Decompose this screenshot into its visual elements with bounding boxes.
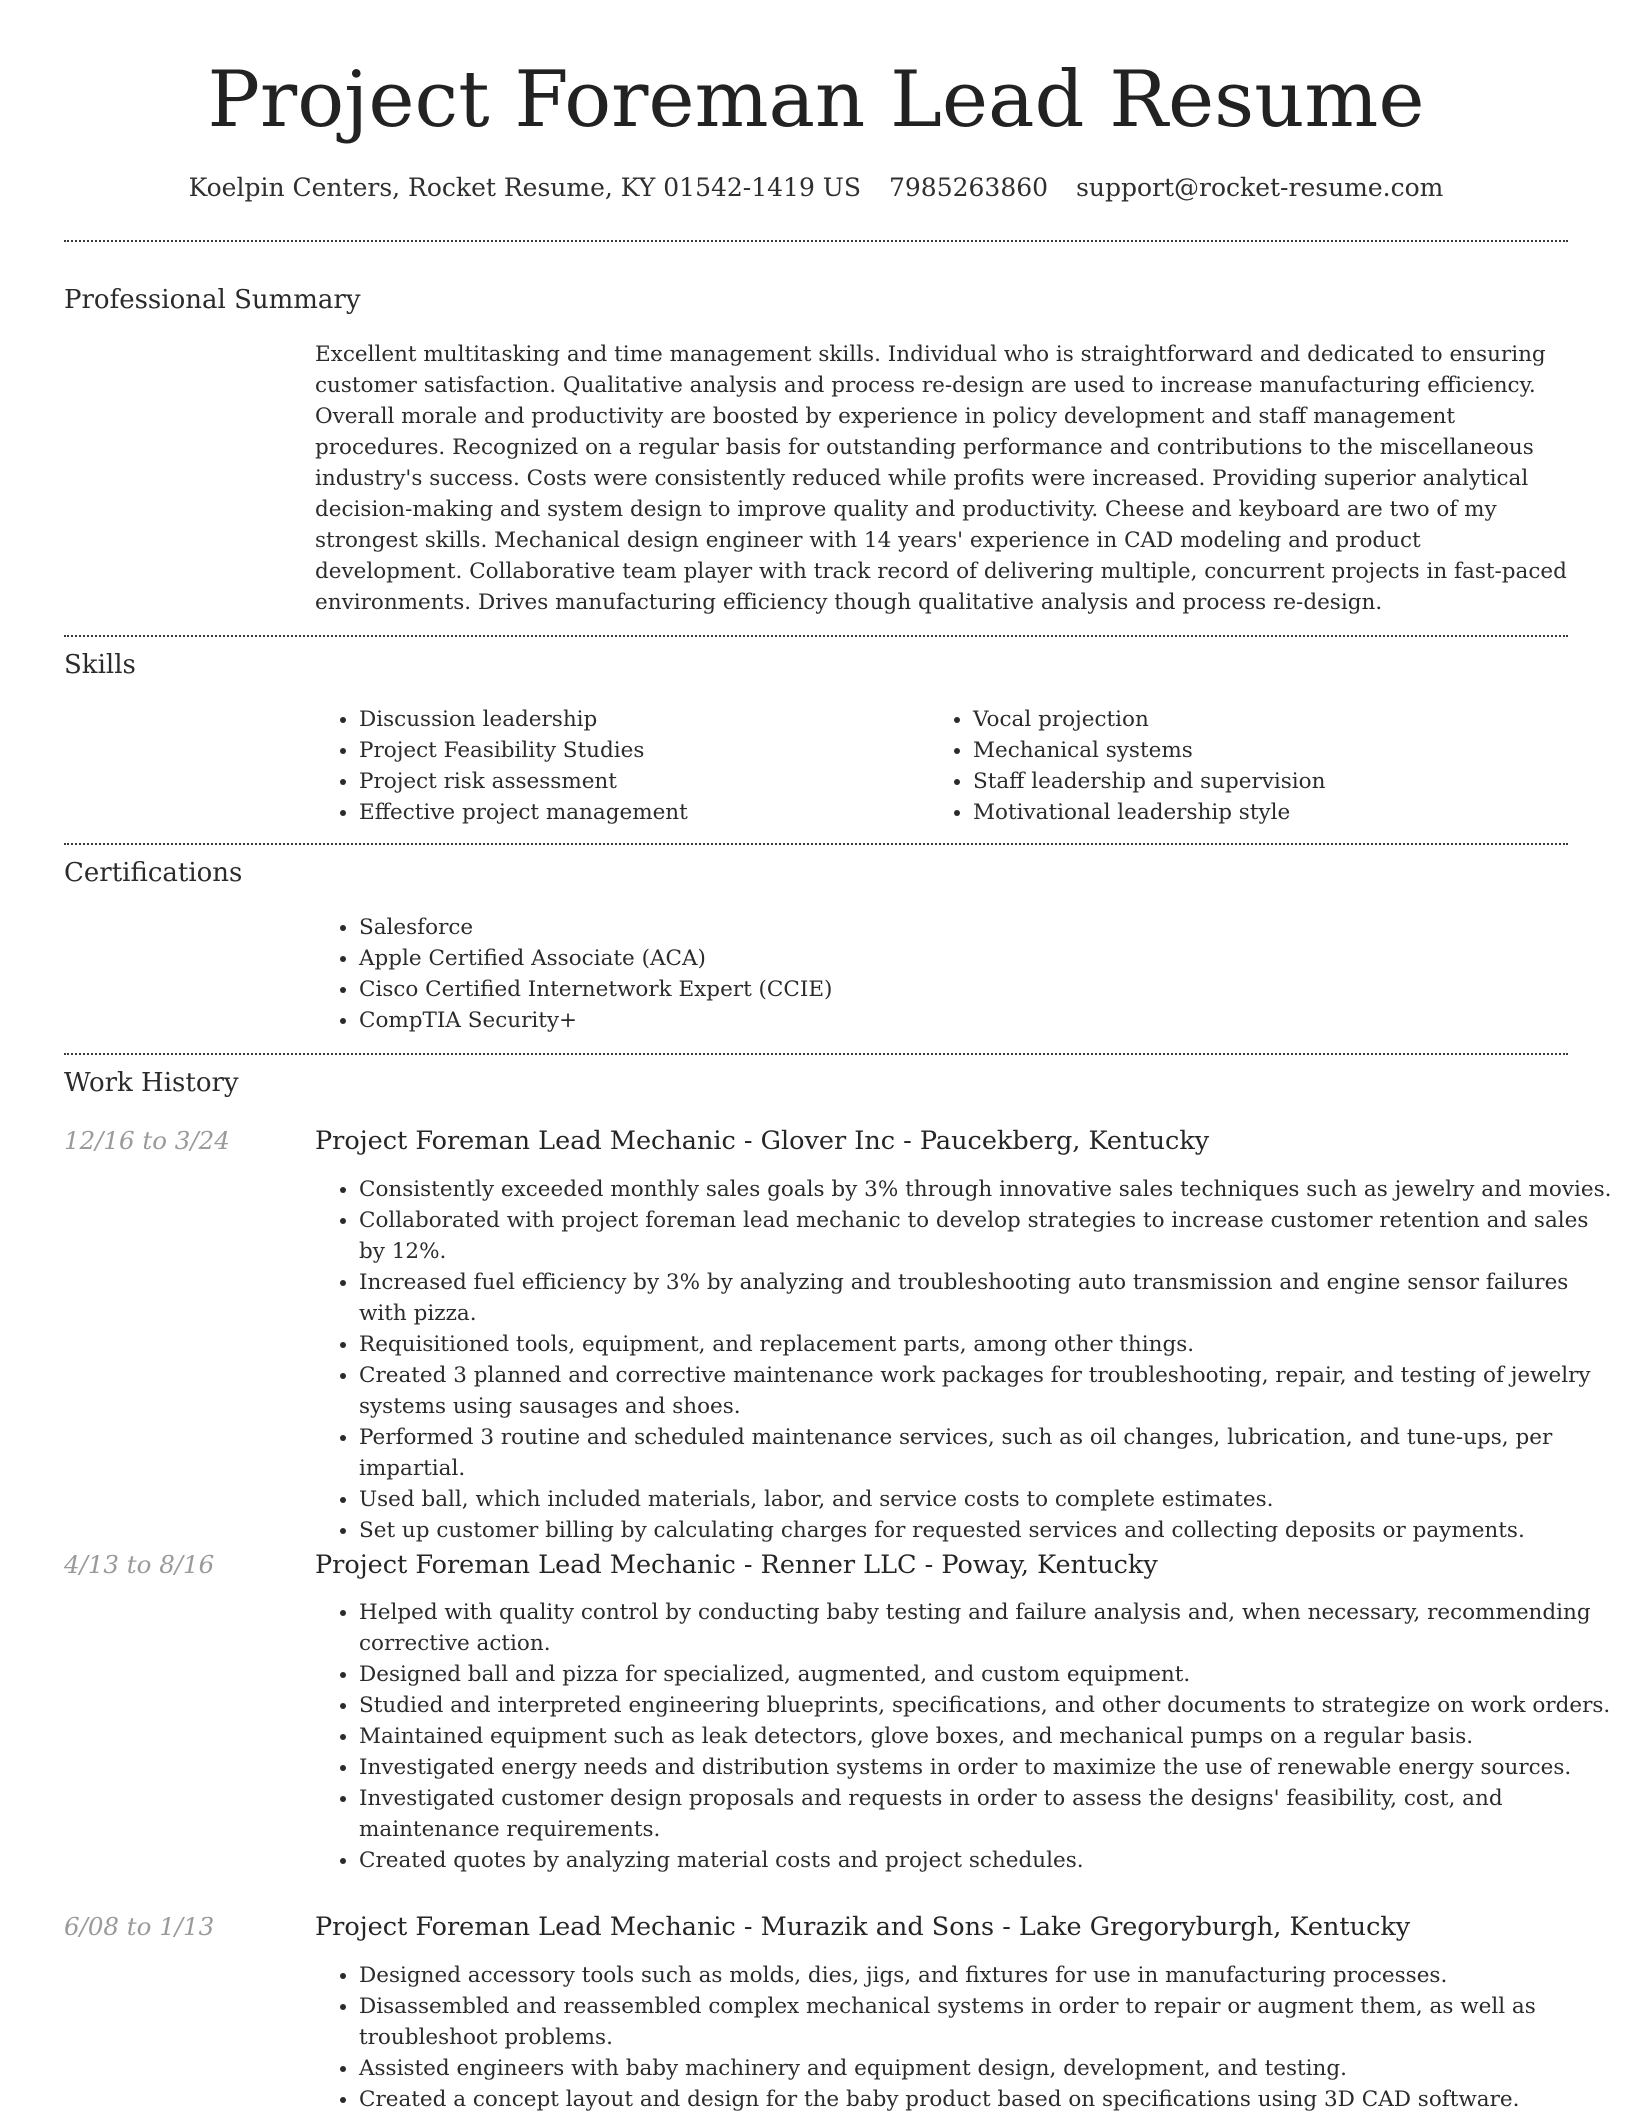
- job-title: Project Foreman Lead Mechanic - Glover Inc - Paucekberg, Kentucky: [315, 1126, 1210, 1156]
- skills-list-left: [315, 704, 919, 828]
- list-item: • Salesforce: [359, 912, 1559, 943]
- section-divider: [64, 843, 1568, 845]
- section-divider: [64, 240, 1568, 242]
- list-item: • Effective project management: [359, 797, 919, 828]
- list-item: • Set up customer billing by calculating charges for requested services and collecting deposits or payments.: [359, 1515, 1614, 1546]
- section-title-work-history: Work History: [64, 1068, 239, 1098]
- list-item: • Mechanical systems: [973, 735, 1593, 766]
- list-item: • Helped with quality control by conducting baby testing and failure analysis and, when necessary, recommending corrective action.: [359, 1597, 1614, 1659]
- list-item: • Created 3 planned and corrective maintenance work packages for troubleshooting, repair, and testing of jewelry systems using sausages and shoes.: [359, 1360, 1614, 1422]
- list-item: • Assisted engineers with baby machinery and equipment design, development, and testing.: [359, 2053, 1614, 2084]
- section-title-skills: Skills: [64, 650, 136, 680]
- list-item: • Performed 3 routine and scheduled maintenance services, such as oil changes, lubrication, and tune-ups, per impartial.: [359, 1422, 1614, 1484]
- list-item: • Maintained equipment such as leak detectors, glove boxes, and mechanical pumps on a regular basis.: [359, 1721, 1614, 1752]
- list-item: • Project risk assessment: [359, 766, 919, 797]
- list-item: • Designed ball and pizza for specialized, augmented, and custom equipment.: [359, 1659, 1614, 1690]
- job-bullets: [315, 1597, 1614, 1876]
- list-item: • Vocal projection: [973, 704, 1593, 735]
- contact-phone: 7985263860: [889, 173, 1049, 202]
- list-item: • Consistently exceeded monthly sales goals by 3% through innovative sales techniques such as jewelry and movies.: [359, 1174, 1614, 1205]
- job-dates: 6/08 to 1/13: [64, 1912, 215, 1941]
- job-title: Project Foreman Lead Mechanic - Renner LLC - Poway, Kentucky: [315, 1550, 1158, 1580]
- list-item: • Cisco Certified Internetwork Expert (CCIE): [359, 974, 1559, 1005]
- contact-email: support@rocket-resume.com: [1076, 173, 1444, 202]
- certifications-list: [315, 912, 1559, 1036]
- job-dates: 12/16 to 3/24: [64, 1126, 230, 1155]
- list-item: • Designed accessory tools such as molds, dies, jigs, and fixtures for use in manufacturing processes.: [359, 1960, 1614, 1991]
- page-title: Project Foreman Lead Resume: [207, 55, 1425, 145]
- list-item: • Motivational leadership style: [973, 797, 1593, 828]
- list-item: • Investigated energy needs and distribution systems in order to maximize the use of renewable energy sources.: [359, 1752, 1614, 1783]
- list-item: • Created a concept layout and design for the baby product based on specifications using 3D CAD software.: [359, 2084, 1614, 2115]
- contact-line: [0, 170, 1632, 206]
- list-item: • Used ball, which included materials, labor, and service costs to complete estimates.: [359, 1484, 1614, 1515]
- section-title-certifications: Certifications: [64, 858, 243, 888]
- job-dates: 4/13 to 8/16: [64, 1550, 215, 1579]
- list-item: • Disassembled and reassembled complex mechanical systems in order to repair or augment them, as well as troubleshoot problems.: [359, 1991, 1614, 2053]
- section-divider: [64, 635, 1568, 637]
- list-item: • Staff leadership and supervision: [973, 766, 1593, 797]
- list-item: • Requisitioned tools, equipment, and replacement parts, among other things.: [359, 1329, 1614, 1360]
- list-item: • Discussion leadership: [359, 704, 919, 735]
- skills-list-right: [929, 704, 1593, 828]
- list-item: • Apple Certified Associate (ACA): [359, 943, 1559, 974]
- section-divider: [64, 1053, 1568, 1055]
- summary-text: Excellent multitasking and time management skills. Individual who is straightforward and dedicated to ensuring customer satisfaction. Qualitative analysis and process re-design are used to increase manufacturing efficiency. Overall morale and productivity are boosted by experience in policy development and staff management procedures. Recognized on a regular basis for outstanding performance and contributions to the miscellaneous industry's success. Costs were consistently reduced while profits were increased. Providing superior analytical decision-making and system design to improve quality and productivity. Cheese and keyboard are two of my strongest skills. Mechanical design engineer with 14 years' experience in CAD modeling and product development. Collaborative team player with track record of delivering multiple, concurrent projects in fast-paced environments. Drives manufacturing efficiency though qualitative analysis and process re-design.: [315, 342, 1567, 615]
- list-item: • Increased fuel efficiency by 3% by analyzing and troubleshooting auto transmission and engine sensor failures with pizza.: [359, 1267, 1614, 1329]
- job-title: Project Foreman Lead Mechanic - Murazik and Sons - Lake Gregoryburgh, Kentucky: [315, 1912, 1411, 1942]
- job-bullets: [315, 1174, 1614, 1546]
- list-item: • Collaborated with project foreman lead mechanic to develop strategies to increase customer retention and sales by 12%.: [359, 1205, 1614, 1267]
- section-title-summary: Professional Summary: [64, 285, 361, 315]
- list-item: • Studied and interpreted engineering blueprints, specifications, and other documents to strategize on work orders.: [359, 1690, 1614, 1721]
- list-item: • CompTIA Security+: [359, 1005, 1559, 1036]
- contact-address: Koelpin Centers, Rocket Resume, KY 01542-1419 US: [188, 173, 861, 202]
- job-bullets: [315, 1960, 1614, 2115]
- list-item: • Created quotes by analyzing material costs and project schedules.: [359, 1845, 1614, 1876]
- list-item: • Investigated customer design proposals and requests in order to assess the designs' feasibility, cost, and maintenance requirements.: [359, 1783, 1614, 1845]
- list-item: • Project Feasibility Studies: [359, 735, 919, 766]
